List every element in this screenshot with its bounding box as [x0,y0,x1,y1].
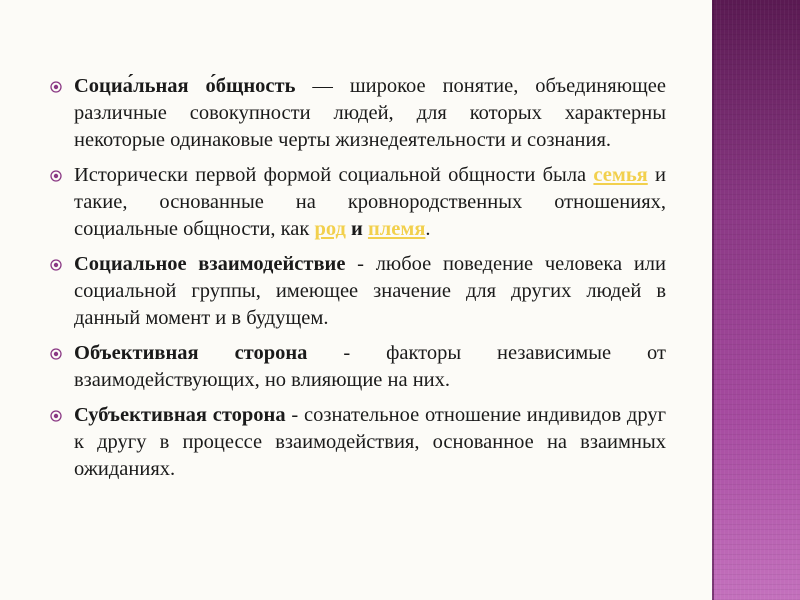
definition: - любое поведение человека или социальной группы, имеющее значение для других людей в данный момент и в будущем. [74,253,667,329]
list-item [50,340,666,394]
term: Субъективная сторона [74,404,286,426]
definition: — широкое понятие, объединяющее различные совокупности людей, для которых характерны некоторые одинаковые черты жизнедеятельности и сознания. [74,75,666,151]
term: Объективная сторона [74,342,308,364]
decorative-side-panel [712,0,800,600]
term: Социальное взаимодействие [74,253,346,275]
list-item [50,73,666,154]
link-rod[interactable]: род [314,218,346,240]
definition: - сознательное отношение индивидов друг к другу в процессе взаимодействия, основанное на взаимных ожиданиях. [74,404,667,480]
text: и такие, основанные на кровнородственных отношениях, социальные общности, как [74,164,666,240]
list-item [50,251,666,332]
list-item [50,402,666,483]
circled-dot-bullet-icon [50,348,62,360]
list-item [50,162,666,243]
link-semya[interactable]: семья [593,164,648,186]
slide-content [50,73,666,491]
definition: - факторы независимые от взаимодействующих, но влияющие на них. [74,342,666,391]
circled-dot-bullet-icon [50,259,62,271]
link-plemya[interactable]: племя [367,218,426,240]
conjunction: и [345,218,368,240]
circled-dot-bullet-icon [50,170,62,182]
term: Социа́льная о́бщность [74,75,296,97]
circled-dot-bullet-icon [50,410,62,422]
text: . [425,218,431,240]
circled-dot-bullet-icon [50,81,62,93]
text: Исторически первой формой социальной общности была [74,164,594,186]
